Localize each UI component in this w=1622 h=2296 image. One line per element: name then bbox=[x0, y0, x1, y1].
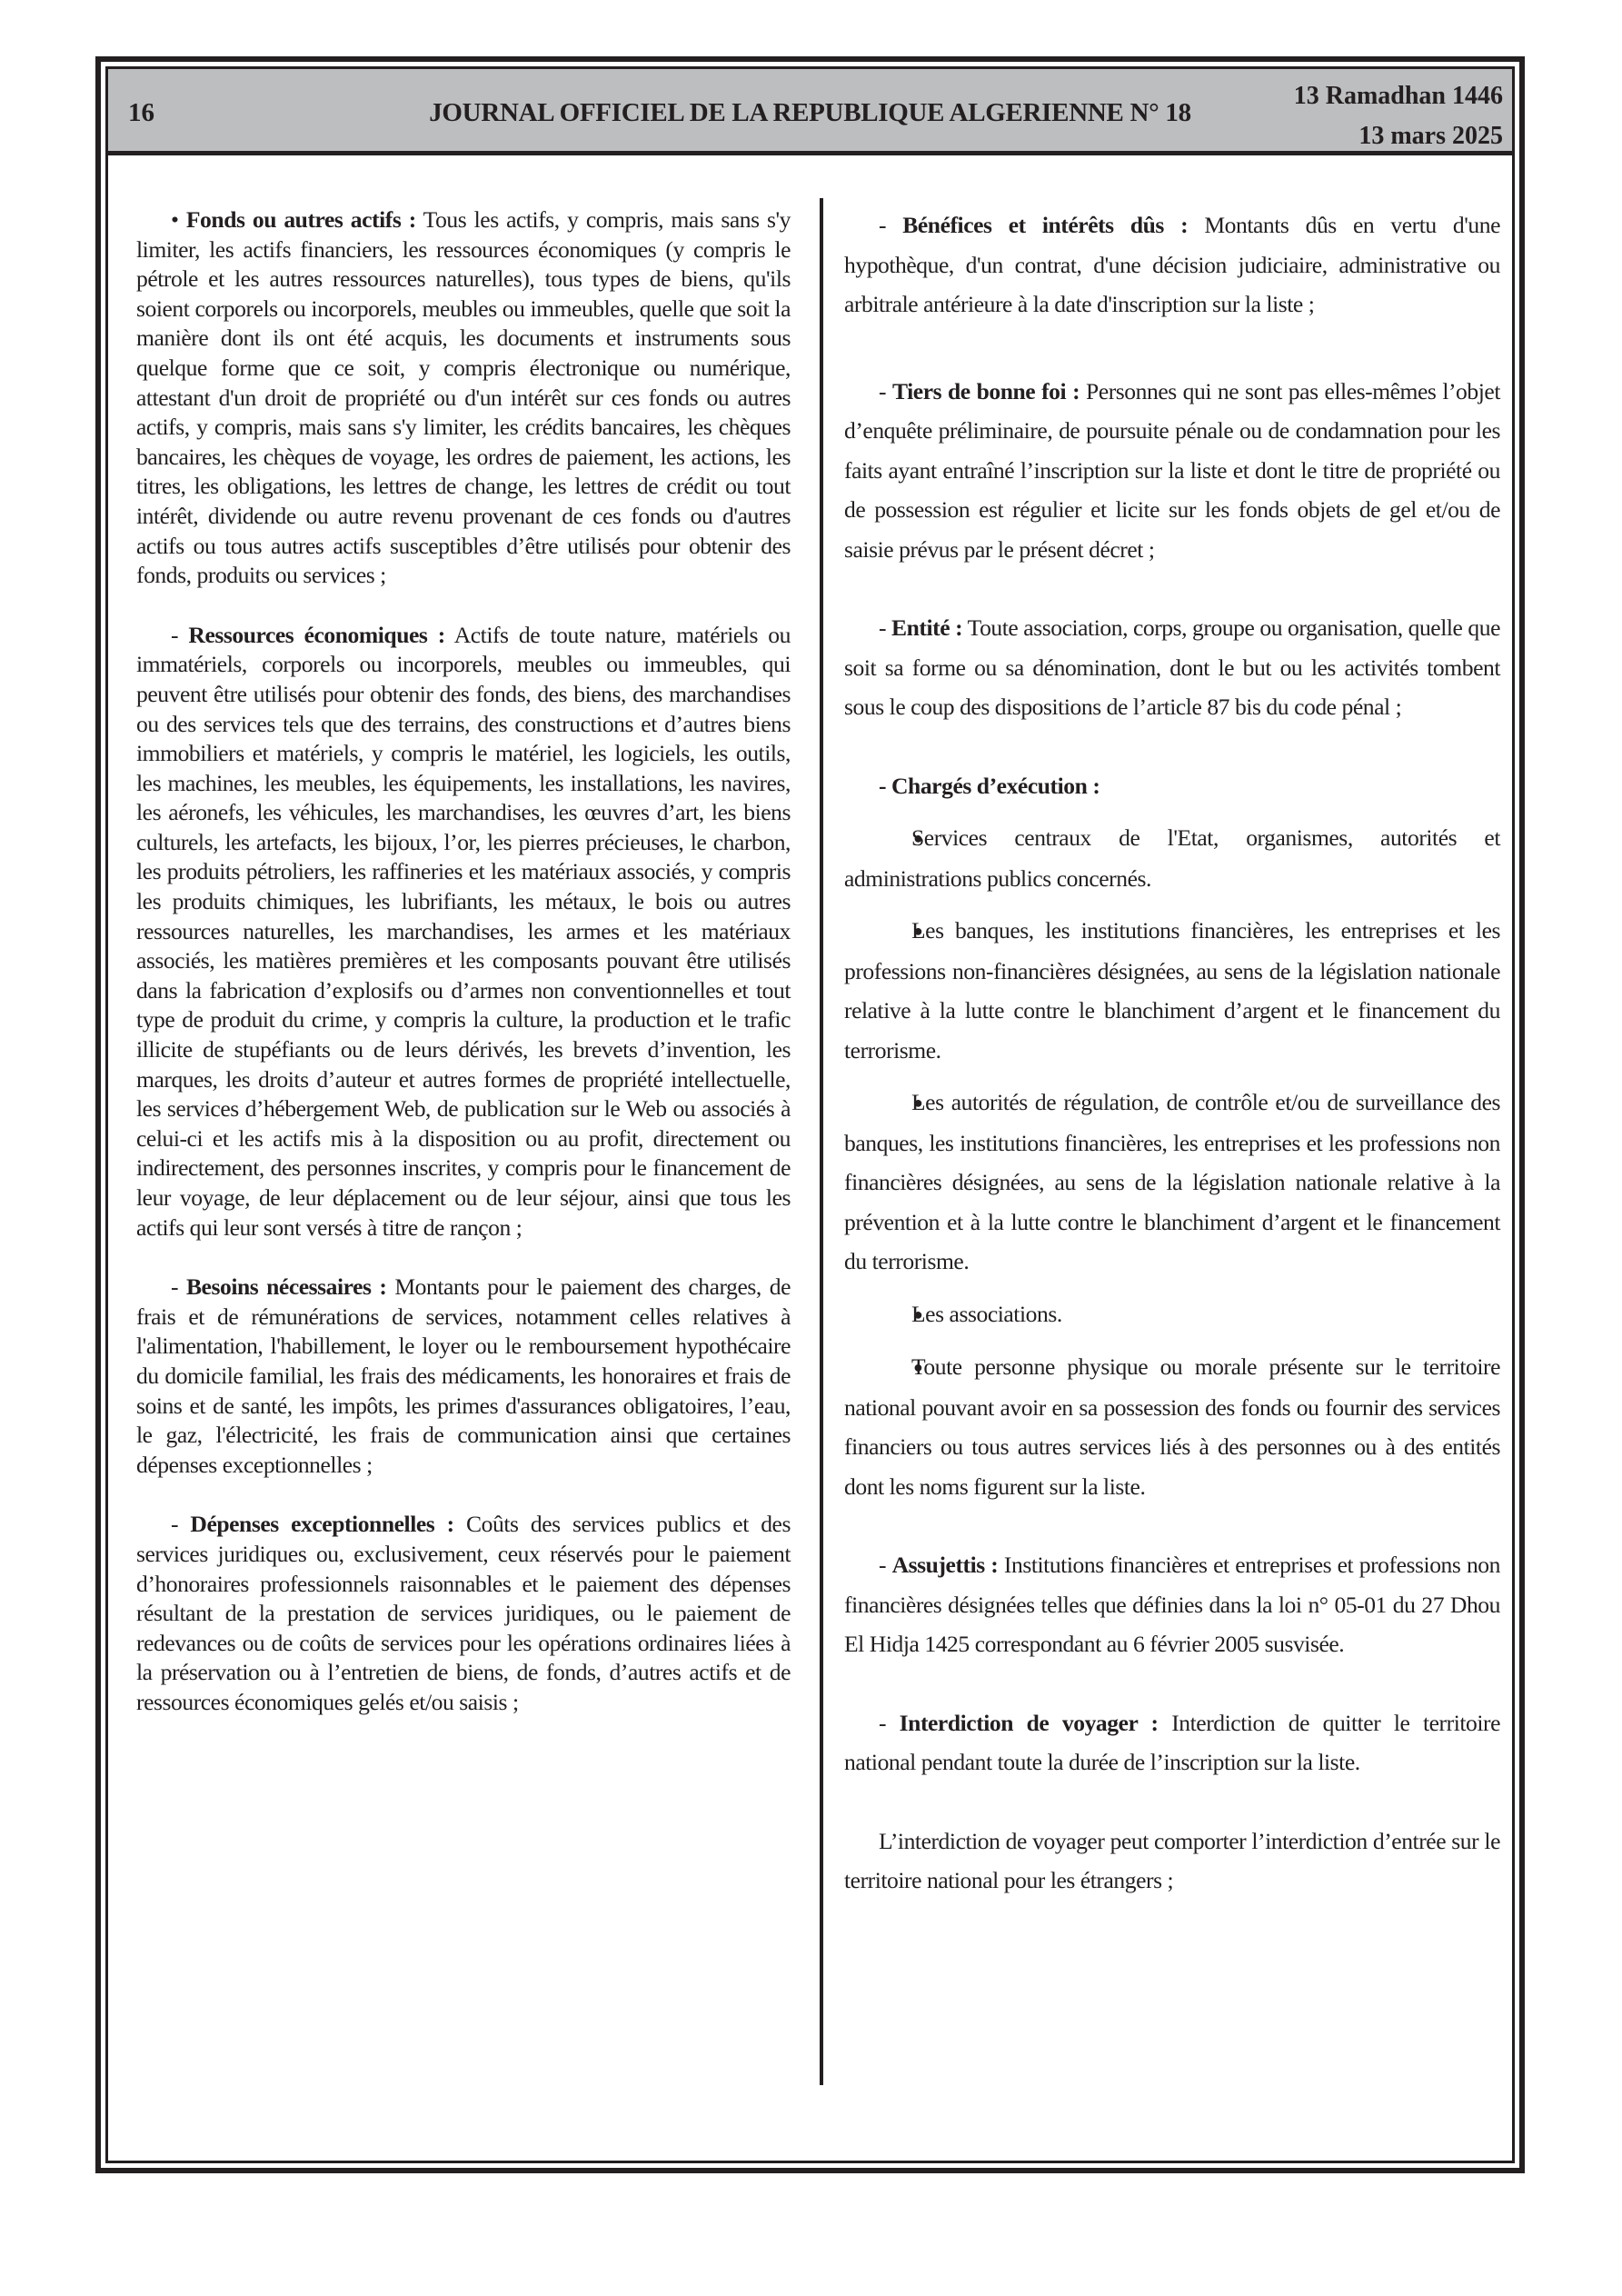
dash-marker: - bbox=[171, 1273, 186, 1301]
page-number: 16 bbox=[128, 98, 154, 127]
dash-marker: - bbox=[879, 614, 892, 641]
term-label: Bénéfices et intérêts dûs : bbox=[902, 212, 1189, 238]
definition-assujettis bbox=[844, 1545, 1500, 1664]
page-frame bbox=[95, 56, 1525, 2173]
dash-marker: - bbox=[879, 1552, 892, 1578]
term-label: Entité : bbox=[891, 614, 963, 641]
definition-text: Montants dûs en vertu d'une hypothèque, d'un contrat, d'une décision judiciaire, administrative ou arbitrale antérieure à la date d'inscription sur la liste ; bbox=[844, 212, 1500, 317]
date-hijri: 13 Ramadhan 1446 bbox=[1293, 82, 1503, 110]
definition-text: Coûts des services publics et des services juridiques ou, exclusivement, ceux réservés pour le paiement d’honoraires professionnels raisonnables et le paiement des dépenses résultant de la prestation de services juridiques, ou le paiement de redevances ou de coûts de services pour les opérations ordinaires liées à la préservation ou à l’entretien de biens, de fonds, d’autres actifs et de ressources économiques gelés et/ou saisis ; bbox=[136, 1511, 791, 1715]
dash-marker: - bbox=[879, 377, 892, 404]
definition-entite bbox=[844, 608, 1500, 727]
definition-text: Interdiction de quitter le territoire national pendant toute la durée de l’inscription sur la liste. bbox=[844, 1709, 1501, 1775]
term-label: Ressources économiques : bbox=[188, 621, 445, 648]
term-label: Fonds ou autres actifs : bbox=[185, 206, 416, 233]
term-label: Interdiction de voyager : bbox=[899, 1709, 1159, 1736]
definition-fonds bbox=[136, 205, 791, 591]
definition-ressources bbox=[136, 621, 791, 1243]
charges-item: ● Les autorités de régulation, de contrôle et/ou de surveillance des banques, les institutions financières, les entreprises et les professions non financières désignées, au sens de la législation nationale relative à la prévention et à la lutte contre le blanchiment d’argent et le financement du terrorisme. bbox=[844, 1083, 1500, 1282]
definition-tiers bbox=[844, 372, 1500, 570]
definition-text: Institutions financières et entreprises et professions non financières désignées telles que définies dans la loi n° 05-01 du 27 Dhou El Hidja 1425 correspondant au 6 février 2005 susvisée. bbox=[844, 1552, 1500, 1657]
journal-header bbox=[108, 69, 1512, 155]
charges-heading: - Chargés d’exécution : bbox=[879, 772, 1100, 799]
term-label: Dépenses exceptionnelles : bbox=[190, 1511, 454, 1538]
dash-marker: - bbox=[171, 621, 189, 648]
definition-interdiction bbox=[844, 1703, 1500, 1782]
term-label: Tiers de bonne foi : bbox=[891, 377, 1080, 404]
definition-text: Tous les actifs, y compris, mais sans s'y limiter, les actifs financiers, les ressources économiques (y compris le pétrole et les autres ressources naturelles), tous types de biens, qu'ils soient corporels ou incorporels, meubles ou immeubles, quelle que soit la manière dont ils ont été acquis, les documents et instruments sous quelque forme que ce soit, y compris électronique ou numérique, attestant d'un droit de propriété ou d'un intérêt sur ces fonds ou autres actifs, y compris, mais sans s'y limiter, les crédits bancaires, les chèques bancaires, les chèques de voyage, les ordres de paiement, les actions, les titres, les obligations, les lettres de change, les lettres de crédit ou tout intérêt, dividende ou autre revenu provenant de ces fonds ou d'autres actifs ou tous autres actifs susceptibles d’être utilisés pour obtenir des fonds, produits ou services ; bbox=[136, 206, 791, 589]
closing-paragraph: L’interdiction de voyager peut comporter l’interdiction d’entrée sur le territoire national pour les étrangers ; bbox=[844, 1827, 1500, 1893]
dash-marker: - bbox=[879, 212, 903, 238]
bullet-marker: • bbox=[171, 206, 186, 233]
definition-benefices bbox=[844, 205, 1500, 324]
definition-text: Personnes qui ne sont pas elles-mêmes l’objet d’enquête préliminaire, de poursuite pénale ou de condamnation pour les faits ayant entraîné l’inscription sur la liste et dont le titre de propriété ou de possession est régulier et licite sur les fonds objets de gel et/ou de saisie prévus par le présent décret ; bbox=[844, 377, 1500, 563]
page-inner-frame bbox=[105, 66, 1515, 2163]
issue-date bbox=[1294, 76, 1503, 156]
left-column bbox=[136, 205, 791, 1718]
dash-marker: - bbox=[879, 1709, 900, 1736]
term-label: Assujettis : bbox=[891, 1552, 999, 1578]
charges-item: ● Toute personne physique ou morale présente sur le territoire national pouvant avoir en sa possession des fonds ou fournir des services financiers ou tous autres services liés à des personnes ou à des entités dont les noms figurent sur la liste. bbox=[844, 1347, 1500, 1506]
date-gregorian: 13 mars 2025 bbox=[1358, 122, 1503, 150]
term-label: Besoins nécessaires : bbox=[185, 1273, 387, 1301]
right-column bbox=[844, 205, 1500, 1901]
definition-besoins bbox=[136, 1273, 791, 1480]
charges-item: ● Les associations. bbox=[844, 1294, 1500, 1335]
journal-title: JOURNAL OFFICIEL DE LA REPUBLIQUE ALGERIENNE N° 18 bbox=[429, 98, 1191, 127]
definition-text: Toute association, corps, groupe ou organisation, quelle que soit sa forme ou sa dénomination, dont le but ou les activités tombent sous le coup des dispositions de l’article 87 bis du code pénal ; bbox=[844, 614, 1500, 720]
definition-text: Actifs de toute nature, matériels ou immatériels, corporels ou incorporels, meubles ou immeubles, qui peuvent être utilisés pour obtenir des fonds, des biens, des marchandises ou des services tels que des terrains, des constructions et d’autres biens immobiliers et matériels, y compris le matériel, les logiciels, les outils, les machines, les meubles, les équipements, les installations, les navires, les aéronefs, les véhicules, les marchandises, les œuvres d’art, les biens culturels, les artefacts, les bijoux, l’or, les pierres précieuses, le charbon, les produits pétroliers, les raffineries et les matériaux associés, y compris les produits chimiques, les lubrifiants, les métaux, le bois ou autres ressources naturelles, les marchandises, les armes et les matériaux associés, les matières premières et les composants pouvant être utilisés dans la fabrication d’explosifs ou d’armes non conventionnelles et tout type de produit du crime, y compris la culture, la production et le trafic illicite de stupéfiants ou de leurs dérivés, les brevets d’invention, les marques, les droits d’auteur et autres formes de propriété intellectuelle, les services d’hébergement Web, de publication sur le Web ou associés à celui-ci et les actifs mis à la disposition ou au profit, directement ou indirectement, des personnes inscrites, y compris pour le financement de leur voyage, de leur déplacement ou de leur séjour, ainsi que tous les actifs qui leur sont versés à titre de rançon ; bbox=[136, 621, 791, 1241]
column-divider bbox=[820, 198, 823, 2085]
definition-depenses bbox=[136, 1510, 791, 1717]
charges-item: ● Services centraux de l'Etat, organismes, autorités et administrations publics concernés. bbox=[844, 818, 1500, 898]
dash-marker: - bbox=[171, 1511, 191, 1538]
definition-text: Montants pour le paiement des charges, de frais et de rémunérations de services, notamment celles relatives à l'alimentation, l'habillement, le loyer ou le remboursement hypothécaire du domicile familial, les frais des médicaments, les honoraires et frais de soins et de santé, les impôts, les primes d'assurances obligatoires, l’eau, le gaz, l'électricité, les frais de communication ainsi que certaines dépenses exceptionnelles ; bbox=[136, 1273, 791, 1478]
charges-item: ● Les banques, les institutions financières, les entreprises et les professions non-financières désignées, au sens de la législation nationale relative à la lutte contre le blanchiment d’argent et le financement du terrorisme. bbox=[844, 911, 1500, 1070]
